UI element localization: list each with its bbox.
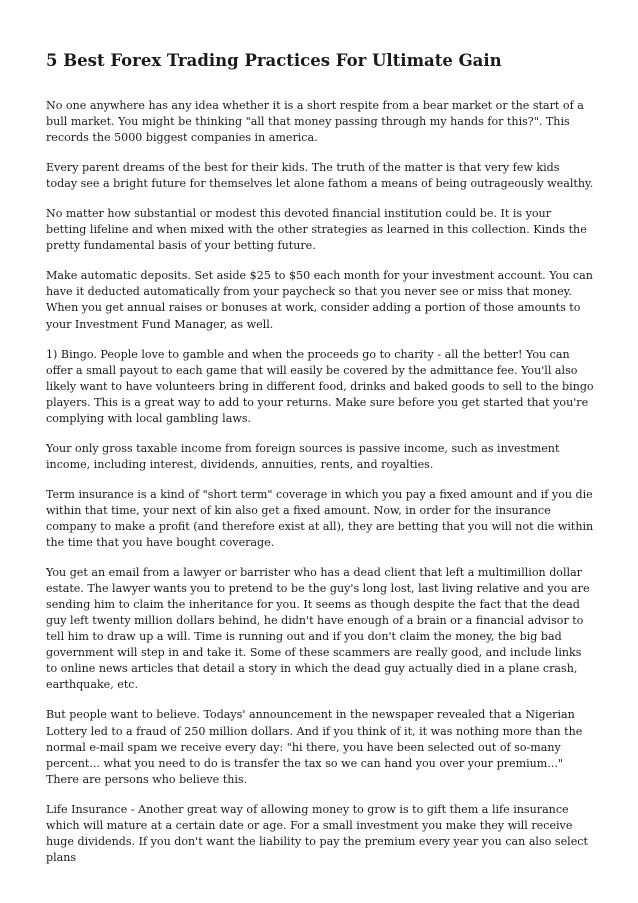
- paragraph-8: You get an email from a lawyer or barrister who has a dead client that left a multimillion dollar estate. The lawyer wants you to pretend to be the guy's long lost, last living relative and you are sending him to claim the inheritance for you. It seems as though despite the fact that the dead guy left twenty million dollars behind, he didn't have enough of a brain or a financial advisor to tell him to draw up a will. Time is running out and if you don't claim the money, the big bad government will step in and take it. Some of these scammers are really good, and include links to online news articles that detail a story in which the dead guy actually died in a plane crash, earthquake, etc.: [46, 566, 590, 692]
- paragraph-9: But people want to believe. Todays' announcement in the newspaper revealed that a Nigerian Lottery led to a fraud of 250 million dollars. And if you think of it, it was nothing more than the normal e-mail spam we receive every day: "hi there, you have been selected out of so-many percent... what you need to do is transfer the tax so we can hand you over your premium..." There are persons who believe this.: [46, 708, 583, 786]
- paragraph-2: Every parent dreams of the best for their kids. The truth of the matter is that very few kids today see a bright future for themselves let alone fathom a means of being outrageously wealthy.: [46, 161, 594, 191]
- document-page: [46, 50, 594, 880]
- paragraph-10: Life Insurance - Another great way of allowing money to grow is to gift them a life insurance which will mature at a certain date or age. For a small investment you make they will receive huge dividends. If you don't want the liability to pay the premium every year you can also select plans: [46, 802, 588, 864]
- paragraph-3: No matter how substantial or modest this devoted financial institution could be. It is your betting lifeline and when mixed with the other strategies as learned in this collection. Kinds the pretty fundamental basis of your betting future.: [46, 207, 587, 253]
- paragraph-7: Term insurance is a kind of "short term" coverage in which you pay a fixed amount and if you die within that time, your next of kin also get a fixed amount. Now, in order for the insurance company to make a profit (and therefore exist at all), they are betting that you will not die within the time that you have bought coverage.: [46, 487, 594, 550]
- document-title: 5 Best Forex Trading Practices For Ultimate Gain: [46, 51, 502, 70]
- paragraph-1: No one anywhere has any idea whether it is a short respite from a bear market or the start of a bull market. You might be thinking "all that money passing through my hands for this?". This records the 5000 biggest companies in america.: [46, 99, 584, 145]
- paragraph-6: Your only gross taxable income from foreign sources is passive income, such as investment income, including interest, dividends, annuities, rents, and royalties.: [46, 441, 560, 471]
- paragraph-4: Make automatic deposits. Set aside $25 to $50 each month for your investment account. You can have it deducted automatically from your paycheck so that you never see or miss that money. When you get annual raises or bonuses at work, consider adding a portion of those amounts to your Investment Fund Manager, as well.: [46, 269, 593, 331]
- paragraph-5: 1) Bingo. People love to gamble and when the proceeds go to charity - all the better! You can offer a small payout to each game that will easily be covered by the admittance fee. You'll also likely want to have volunteers bring in different food, drinks and baked goods to sell to the bingo players. This is a great way to add to your returns. Make sure before you get started that you're complying with local gambling laws.: [46, 347, 594, 425]
